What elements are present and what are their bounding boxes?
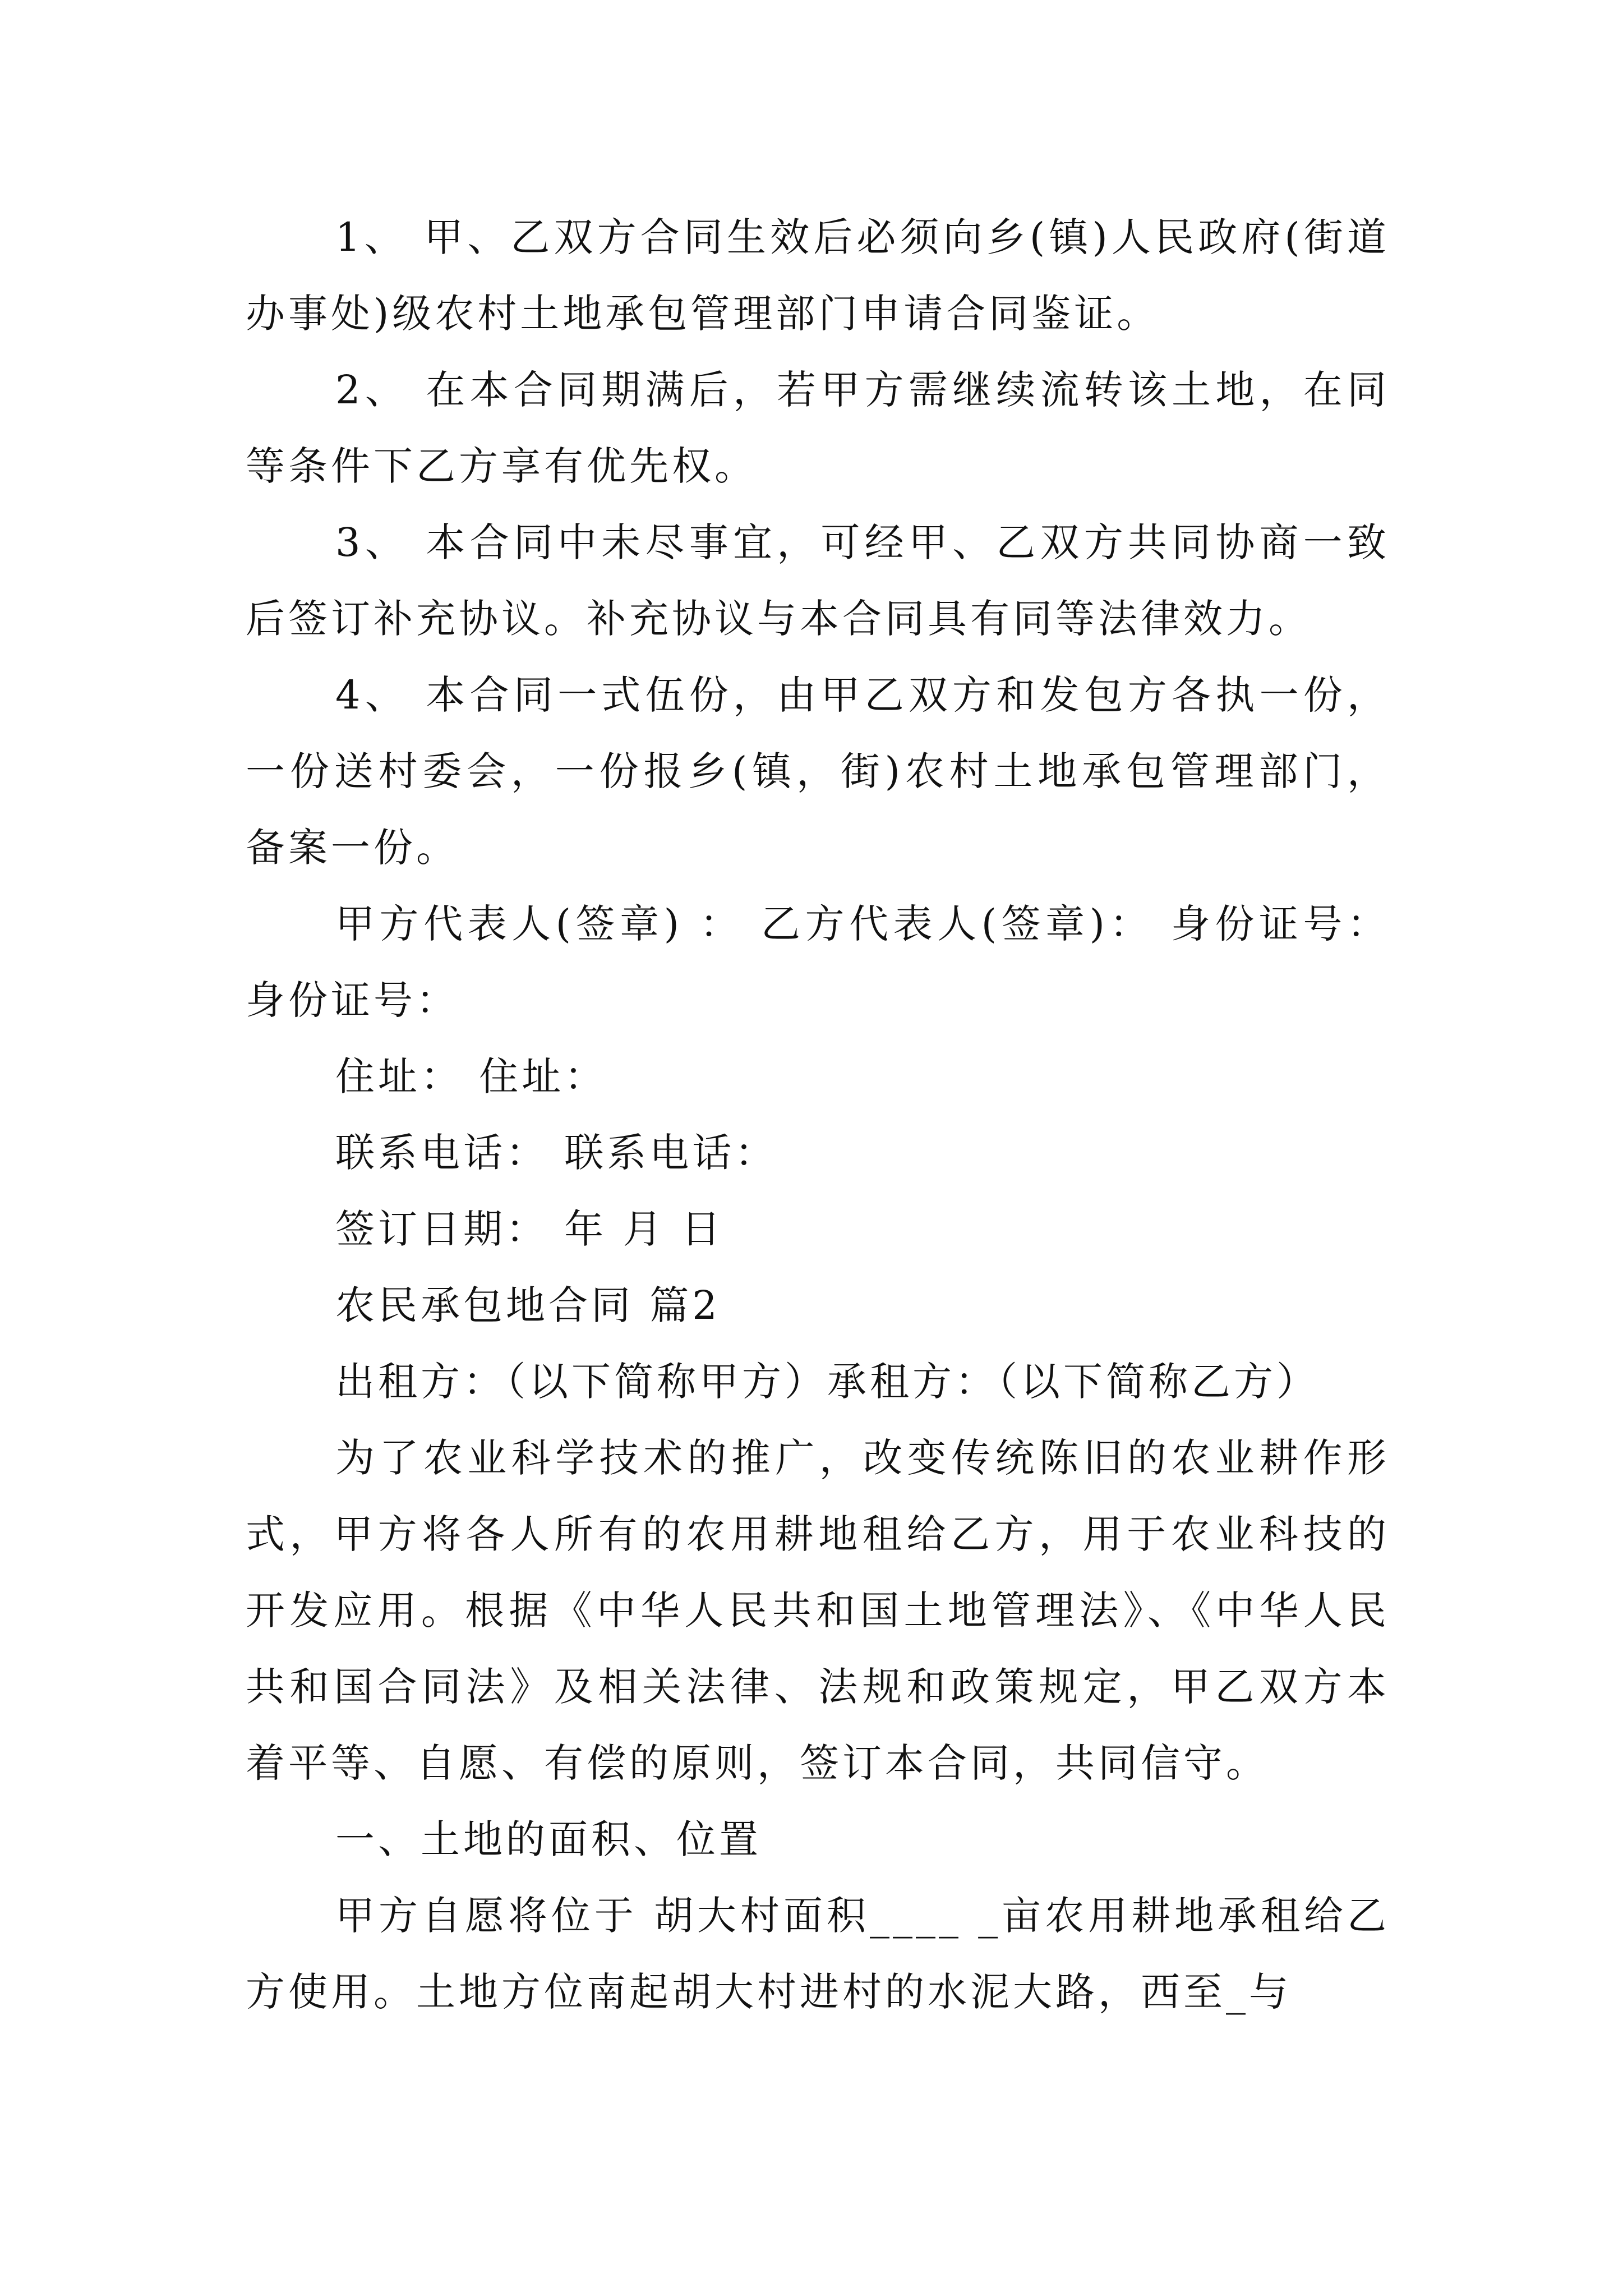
clause-1-paragraph: 1、 甲、乙双方合同生效后必须向乡(镇)人民政府(街道办事处)级农村土地承包管理部门申请合同鉴证。 <box>246 214 1390 337</box>
parties-line: 出租方：（以下简称甲方）承租方：（以下简称乙方） <box>335 1359 1319 1405</box>
clause-3-paragraph: 3、 本合同中未尽事宜，可经甲、乙双方共同协商一致后签订补充协议。补充协议与本合同具有同等法律效力。 <box>246 519 1390 642</box>
signature-line: 甲方代表人(签章) ： 乙方代表人(签章)： 身份证号：身份证号： <box>246 901 1390 1023</box>
article-1-heading: 一、土地的面积、位置 <box>335 1816 762 1862</box>
preamble-paragraph: 为了农业科学技术的推广，改变传统陈旧的农业耕作形式，甲方将各人所有的农用耕地租给乙方，用于农业科技的开发应用。根据《中华人民共和国土地管理法》、《中华人民共和国合同法》及相关法律、法规和政策规定，甲乙双方本着平等、自愿、有偿的原则，签订本合同，共同信守。 <box>246 1435 1390 1786</box>
phone-line: 联系电话： 联系电话： <box>335 1130 778 1176</box>
document-body <box>246 199 1390 2030</box>
sign-date-line: 签订日期： 年 月 日 <box>335 1206 724 1252</box>
clause-4-paragraph: 4、 本合同一式伍份，由甲乙双方和发包方各执一份，一份送村委会，一份报乡(镇，街)农村土地承包管理部门，备案一份。 <box>246 672 1390 871</box>
section-title: 农民承包地合同 篇2 <box>335 1282 721 1328</box>
clause-2-paragraph: 2、 在本合同期满后，若甲方需继续流转该土地，在同等条件下乙方享有优先权。 <box>246 367 1390 489</box>
address-line: 住址： 住址： <box>335 1053 607 1099</box>
article-1-paragraph: 甲方自愿将位于 胡大村面积____ _亩农用耕地承租给乙方使用。土地方位南起胡大村进村的水泥大路，西至_与 <box>246 1893 1390 2015</box>
